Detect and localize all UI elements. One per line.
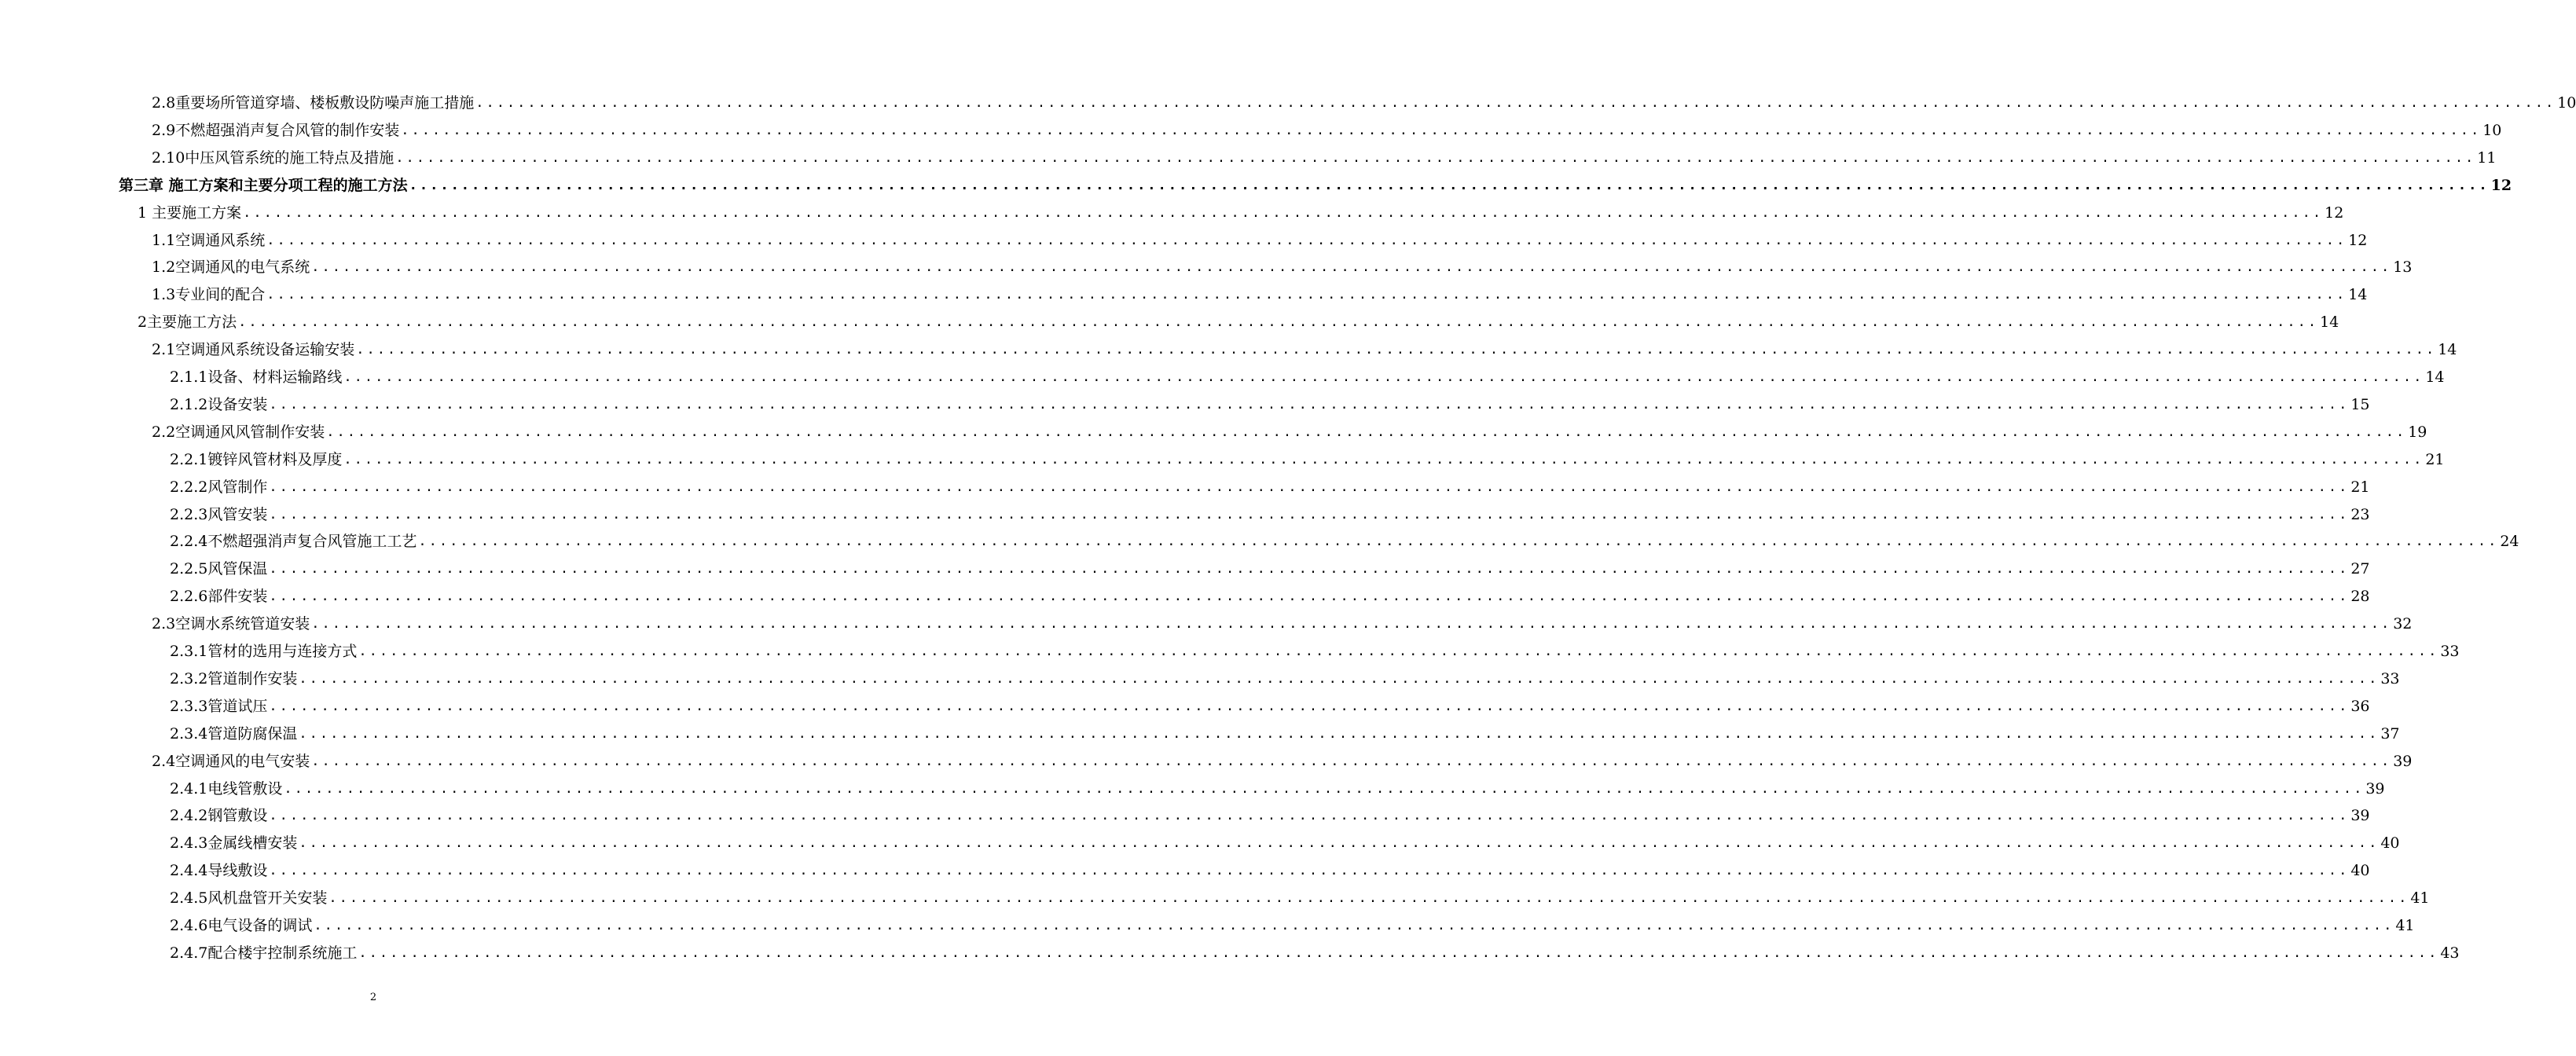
toc-entry[interactable] [138, 200, 2344, 226]
toc-dot-leader: ........................................................................................................................................................................................................ [311, 616, 2392, 632]
toc-entry-title: 2.4.5风机盘管开关安装 [170, 889, 328, 908]
toc-entry[interactable] [152, 419, 2427, 446]
toc-entry-title: 2.8重要场所管道穿墙、楼板敷设防噪声施工措施 [152, 94, 475, 112]
toc-entry[interactable] [170, 364, 2445, 390]
toc-entry-page: 33 [2380, 669, 2400, 688]
toc-dot-leader: ........................................................................................................................................................................................................ [343, 369, 2424, 385]
toc-entry-title: 2.4.7配合楼宇控制系统施工 [170, 944, 358, 962]
toc-entry[interactable] [138, 309, 2339, 336]
toc-entry-page: 13 [2393, 258, 2413, 277]
toc-dot-leader: ........................................................................................................................................................................................................ [314, 918, 2394, 933]
toc-entry-page: 37 [2380, 724, 2400, 742]
toc-entry[interactable] [170, 857, 2370, 884]
toc-entry[interactable] [170, 912, 2415, 939]
toc-entry-page: 10 [2557, 94, 2576, 112]
toc-entry[interactable] [152, 254, 2413, 280]
toc-entry[interactable] [170, 528, 2519, 555]
toc-entry-page: 33 [2440, 643, 2460, 660]
toc-entry-title: 2.2.6部件安装 [170, 588, 268, 606]
toc-entry[interactable] [170, 666, 2400, 692]
toc-entry[interactable] [152, 145, 2497, 171]
toc-entry-title: 2.4.3金属线槽安装 [170, 834, 298, 852]
toc-entry[interactable] [170, 474, 2370, 500]
toc-entry-title: 第三章 施工方案和主要分项工程的施工方法 [119, 176, 408, 194]
toc-entry[interactable] [170, 776, 2385, 802]
toc-entry-title: 2.2.5风管保温 [170, 560, 268, 578]
toc-dot-leader: ........................................................................................................................................................................................................ [266, 232, 2347, 248]
toc-entry-title: 2.2.3风管安装 [170, 505, 268, 523]
page-number: 2 [369, 992, 377, 1003]
toc-entry[interactable] [170, 940, 2460, 966]
toc-entry-page: 28 [2350, 588, 2370, 606]
toc-dot-leader: ........................................................................................................................................................................................................ [243, 204, 2324, 221]
toc-entry-page: 27 [2350, 560, 2370, 578]
toc-dot-leader: ........................................................................................................................................................................................................ [269, 561, 2350, 578]
toc-entry[interactable] [170, 583, 2370, 610]
toc-entry-page: 12 [2348, 231, 2368, 249]
toc-dot-leader: ........................................................................................................................................................................................................ [299, 835, 2380, 852]
toc-entry-title: 2.3.1管材的选用与连接方式 [170, 643, 358, 660]
toc-entry[interactable] [170, 720, 2400, 747]
toc-dot-leader: ........................................................................................................................................................................................................ [269, 506, 2350, 522]
toc-entry-page: 21 [2350, 478, 2370, 496]
toc-dot-leader: ........................................................................................................................................................................................................ [299, 725, 2380, 742]
toc-entry-page: 21 [2425, 450, 2445, 468]
toc-entry[interactable] [170, 802, 2370, 829]
toc-entry-page: 15 [2350, 395, 2370, 413]
toc-entry-title: 2.3.2管道制作安装 [170, 669, 298, 688]
toc-entry-title: 2.2.4不燃超强消声复合风管施工工艺 [170, 533, 417, 551]
toc-entry-title: 2.1.2设备安装 [170, 395, 268, 413]
toc-dot-leader: ........................................................................................................................................................................................................ [343, 451, 2424, 468]
toc-entry-title: 2.10中压风管系统的施工特点及措施 [152, 148, 394, 167]
toc-dot-leader: ........................................................................................................................................................................................................ [409, 177, 2490, 193]
toc-dot-leader: ........................................................................................................................................................................................................ [395, 149, 2476, 166]
toc-entry-page: 11 [2477, 148, 2497, 167]
toc-dot-leader: ........................................................................................................................................................................................................ [266, 287, 2347, 303]
toc-entry-title: 1.1空调通风系统 [152, 231, 266, 249]
toc-entry-page: 14 [2320, 314, 2339, 332]
toc-dot-leader: ........................................................................................................................................................................................................ [311, 753, 2392, 769]
toc-entry-title: 1.3专业间的配合 [152, 286, 266, 304]
toc-dot-leader: ........................................................................................................................................................................................................ [269, 808, 2350, 824]
toc-entry[interactable] [170, 446, 2445, 473]
toc-entry-title: 2.1.1设备、材料运输路线 [170, 368, 343, 386]
toc-entry-title: 2.2.1镀锌风管材料及厚度 [170, 450, 343, 468]
toc-entry-title: 2.4.2钢管敷设 [170, 807, 268, 825]
toc-dot-leader: ........................................................................................................................................................................................................ [238, 314, 2319, 331]
toc-entry-title: 2.4.4导线敷设 [170, 862, 268, 880]
toc-chapter-entry[interactable] [119, 172, 2512, 199]
toc-entry-title: 2主要施工方法 [138, 314, 237, 332]
toc-dot-leader: ........................................................................................................................................................................................................ [418, 534, 2499, 550]
toc-dot-leader: ........................................................................................................................................................................................................ [269, 698, 2350, 714]
toc-dot-leader: ........................................................................................................................................................................................................ [401, 122, 2482, 138]
toc-entry-page: 40 [2380, 834, 2400, 852]
toc-dot-leader: ........................................................................................................................................................................................................ [269, 588, 2350, 605]
toc-dot-leader: ........................................................................................................................................................................................................ [269, 863, 2350, 879]
toc-entry-title: 2.3.4管道防腐保温 [170, 724, 298, 742]
toc-entry-title: 2.3.3管道试压 [170, 697, 268, 715]
toc-dot-leader: ........................................................................................................................................................................................................ [284, 780, 2365, 797]
toc-entry-title: 2.2空调通风风管制作安装 [152, 423, 325, 441]
toc-entry-title: 2.1空调通风系统设备运输安装 [152, 341, 355, 359]
toc-entry-page: 32 [2393, 615, 2413, 633]
toc-entry-title: 2.4.1电线管敷设 [170, 779, 283, 798]
toc-entry[interactable] [152, 117, 2502, 144]
toc-dot-leader: ........................................................................................................................................................................................................ [326, 424, 2407, 440]
toc-entry-title: 2.3空调水系统管道安装 [152, 615, 310, 633]
toc-entry[interactable] [170, 830, 2400, 856]
toc-entry-page: 40 [2350, 862, 2370, 880]
toc-entry-page: 39 [2350, 807, 2370, 825]
toc-entry-page: 12 [2490, 176, 2512, 194]
toc-dot-leader: ........................................................................................................................................................................................................ [311, 259, 2392, 276]
toc-dot-leader: ........................................................................................................................................................................................................ [358, 944, 2439, 961]
toc-entry-page: 12 [2325, 204, 2344, 222]
toc-entry[interactable] [170, 391, 2370, 418]
toc-dot-leader: ........................................................................................................................................................................................................ [328, 890, 2409, 907]
toc-entry[interactable] [152, 90, 2576, 116]
toc-entry[interactable] [170, 693, 2370, 720]
toc-entry[interactable] [152, 336, 2457, 363]
toc-entry-page: 14 [2425, 368, 2445, 386]
toc-entry-page: 19 [2408, 423, 2427, 441]
toc-entry-title: 1.2空调通风的电气系统 [152, 258, 310, 277]
toc-entry-page: 14 [2348, 286, 2368, 304]
toc-entry[interactable] [170, 638, 2460, 665]
toc-entry[interactable] [170, 885, 2430, 911]
toc-entry-page: 23 [2350, 505, 2370, 523]
toc-entry-page: 39 [2365, 779, 2385, 798]
toc-entry-title: 2.2.2风管制作 [170, 478, 268, 496]
toc-entry-page: 41 [2395, 917, 2415, 934]
toc-entry[interactable] [170, 556, 2370, 582]
toc-entry-page: 24 [2500, 533, 2519, 551]
toc-entry-title: 2.4.6电气设备的调试 [170, 917, 313, 934]
toc-dot-leader: ........................................................................................................................................................................................................ [358, 644, 2439, 659]
toc-entry-page: 36 [2350, 697, 2370, 715]
toc-entry-page: 10 [2482, 121, 2502, 139]
toc-entry-page: 41 [2410, 889, 2430, 908]
toc-entry[interactable] [170, 501, 2370, 528]
toc-dot-leader: ........................................................................................................................................................................................................ [269, 396, 2350, 412]
toc-dot-leader: ........................................................................................................................................................................................................ [269, 478, 2350, 495]
toc-entry-page: 14 [2438, 341, 2457, 359]
toc-entry[interactable] [152, 281, 2368, 308]
toc-entry-title: 2.9不燃超强消声复合风管的制作安装 [152, 121, 400, 139]
toc-entry-page: 39 [2393, 752, 2413, 770]
toc-entry-title: 2.4空调通风的电气安装 [152, 752, 310, 770]
toc-dot-leader: ........................................................................................................................................................................................................ [299, 670, 2380, 687]
toc-entry-title: 1 主要施工方案 [138, 204, 242, 222]
toc-entry[interactable] [152, 227, 2368, 254]
toc-entry[interactable] [152, 610, 2413, 637]
toc-entry[interactable] [152, 748, 2413, 775]
toc-dot-leader: ........................................................................................................................................................................................................ [356, 342, 2437, 358]
toc-entry-page: 43 [2440, 944, 2460, 962]
toc-dot-leader: ........................................................................................................................................................................................................ [475, 95, 2556, 111]
